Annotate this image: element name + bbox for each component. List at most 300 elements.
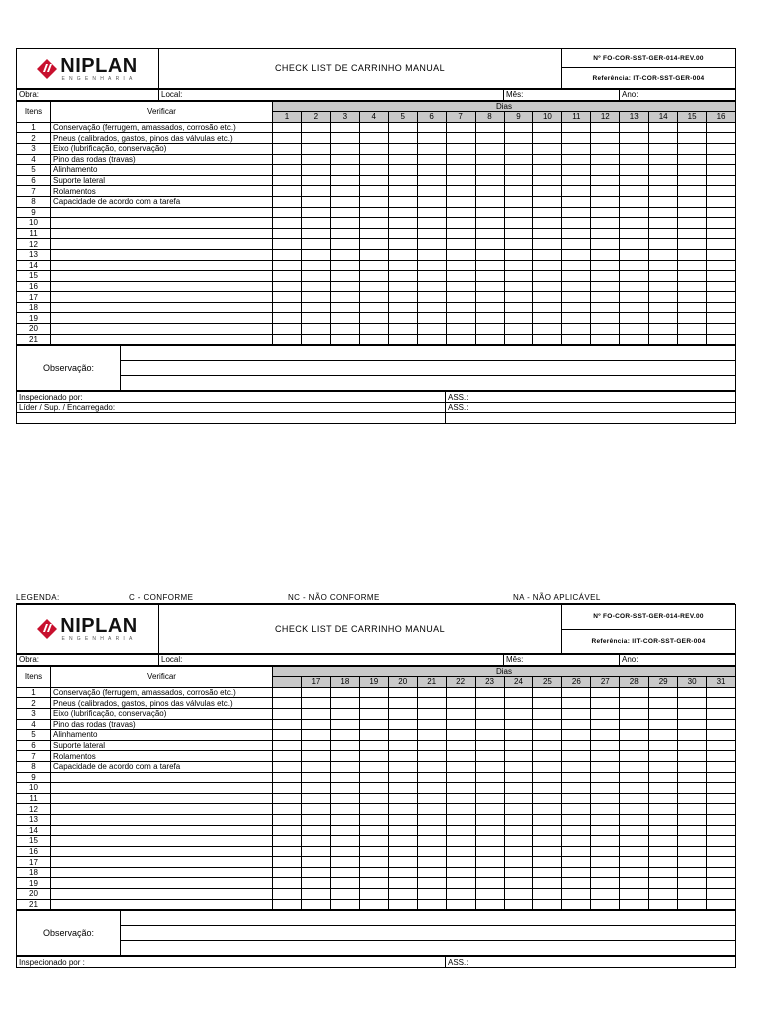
check-cell[interactable]: [301, 857, 330, 868]
check-cell[interactable]: [591, 804, 620, 815]
check-cell[interactable]: [707, 793, 736, 804]
check-cell[interactable]: [330, 730, 359, 741]
check-cell[interactable]: [620, 867, 649, 878]
check-cell[interactable]: [475, 271, 504, 282]
check-cell[interactable]: [620, 249, 649, 260]
check-cell[interactable]: [388, 324, 417, 335]
check-cell[interactable]: [417, 165, 446, 176]
check-cell[interactable]: [475, 740, 504, 751]
check-cell[interactable]: [591, 761, 620, 772]
check-cell[interactable]: [417, 772, 446, 783]
check-cell[interactable]: [330, 804, 359, 815]
check-cell[interactable]: [649, 857, 678, 868]
check-cell[interactable]: [591, 313, 620, 324]
check-cell[interactable]: [591, 196, 620, 207]
check-cell[interactable]: [707, 846, 736, 857]
check-cell[interactable]: [359, 249, 388, 260]
check-cell[interactable]: [273, 334, 302, 345]
check-cell[interactable]: [359, 899, 388, 910]
check-cell[interactable]: [475, 719, 504, 730]
check-cell[interactable]: [533, 772, 562, 783]
check-cell[interactable]: [620, 772, 649, 783]
check-cell[interactable]: [330, 783, 359, 794]
check-cell[interactable]: [707, 324, 736, 335]
check-cell[interactable]: [446, 186, 475, 197]
check-cell[interactable]: [359, 825, 388, 836]
check-cell[interactable]: [620, 334, 649, 345]
check-cell[interactable]: [649, 292, 678, 303]
check-cell[interactable]: [562, 260, 591, 271]
check-cell[interactable]: [388, 740, 417, 751]
check-cell[interactable]: [707, 899, 736, 910]
check-cell[interactable]: [533, 751, 562, 762]
observation-line[interactable]: [121, 911, 736, 926]
check-cell[interactable]: [562, 313, 591, 324]
check-cell[interactable]: [388, 878, 417, 889]
check-cell[interactable]: [620, 719, 649, 730]
check-cell[interactable]: [678, 825, 707, 836]
check-cell[interactable]: [330, 740, 359, 751]
check-cell[interactable]: [273, 165, 302, 176]
check-cell[interactable]: [388, 719, 417, 730]
check-cell[interactable]: [359, 793, 388, 804]
check-cell[interactable]: [417, 846, 446, 857]
check-cell[interactable]: [591, 218, 620, 229]
check-cell[interactable]: [562, 889, 591, 900]
check-cell[interactable]: [475, 708, 504, 719]
check-cell[interactable]: [678, 772, 707, 783]
check-cell[interactable]: [504, 719, 533, 730]
check-cell[interactable]: [562, 761, 591, 772]
check-cell[interactable]: [620, 165, 649, 176]
check-cell[interactable]: [678, 165, 707, 176]
check-cell[interactable]: [562, 186, 591, 197]
check-cell[interactable]: [533, 846, 562, 857]
check-cell[interactable]: [417, 708, 446, 719]
check-cell[interactable]: [562, 740, 591, 751]
check-cell[interactable]: [273, 783, 302, 794]
check-cell[interactable]: [504, 878, 533, 889]
check-cell[interactable]: [446, 218, 475, 229]
check-cell[interactable]: [591, 122, 620, 133]
check-cell[interactable]: [678, 196, 707, 207]
check-cell[interactable]: [678, 719, 707, 730]
check-cell[interactable]: [678, 334, 707, 345]
check-cell[interactable]: [330, 324, 359, 335]
check-cell[interactable]: [273, 889, 302, 900]
signature-field[interactable]: ASS.:: [446, 957, 736, 968]
check-cell[interactable]: [330, 825, 359, 836]
check-cell[interactable]: [707, 271, 736, 282]
check-cell[interactable]: [562, 878, 591, 889]
check-cell[interactable]: [649, 196, 678, 207]
check-cell[interactable]: [359, 836, 388, 847]
check-cell[interactable]: [475, 133, 504, 144]
check-cell[interactable]: [301, 228, 330, 239]
check-cell[interactable]: [388, 846, 417, 857]
check-cell[interactable]: [273, 324, 302, 335]
check-cell[interactable]: [707, 825, 736, 836]
check-cell[interactable]: [562, 302, 591, 313]
check-cell[interactable]: [330, 292, 359, 303]
check-cell[interactable]: [533, 260, 562, 271]
check-cell[interactable]: [475, 889, 504, 900]
check-cell[interactable]: [388, 334, 417, 345]
check-cell[interactable]: [649, 271, 678, 282]
check-cell[interactable]: [591, 249, 620, 260]
check-cell[interactable]: [562, 698, 591, 709]
check-cell[interactable]: [533, 761, 562, 772]
check-cell[interactable]: [649, 218, 678, 229]
check-cell[interactable]: [301, 836, 330, 847]
check-cell[interactable]: [707, 186, 736, 197]
check-cell[interactable]: [388, 825, 417, 836]
local-field[interactable]: Local:: [159, 90, 504, 101]
check-cell[interactable]: [620, 751, 649, 762]
check-cell[interactable]: [330, 751, 359, 762]
check-cell[interactable]: [591, 324, 620, 335]
check-cell[interactable]: [446, 133, 475, 144]
check-cell[interactable]: [562, 814, 591, 825]
check-cell[interactable]: [562, 324, 591, 335]
check-cell[interactable]: [678, 313, 707, 324]
check-cell[interactable]: [301, 783, 330, 794]
check-cell[interactable]: [301, 196, 330, 207]
check-cell[interactable]: [649, 740, 678, 751]
check-cell[interactable]: [678, 730, 707, 741]
check-cell[interactable]: [707, 334, 736, 345]
check-cell[interactable]: [649, 687, 678, 698]
check-cell[interactable]: [301, 698, 330, 709]
check-cell[interactable]: [301, 804, 330, 815]
check-cell[interactable]: [533, 218, 562, 229]
check-cell[interactable]: [504, 857, 533, 868]
check-cell[interactable]: [533, 783, 562, 794]
check-cell[interactable]: [273, 313, 302, 324]
check-cell[interactable]: [678, 846, 707, 857]
check-cell[interactable]: [330, 302, 359, 313]
check-cell[interactable]: [388, 857, 417, 868]
check-cell[interactable]: [620, 218, 649, 229]
check-cell[interactable]: [359, 175, 388, 186]
check-cell[interactable]: [649, 814, 678, 825]
check-cell[interactable]: [388, 207, 417, 218]
check-cell[interactable]: [330, 196, 359, 207]
check-cell[interactable]: [591, 228, 620, 239]
check-cell[interactable]: [649, 249, 678, 260]
check-cell[interactable]: [417, 260, 446, 271]
check-cell[interactable]: [475, 846, 504, 857]
check-cell[interactable]: [562, 825, 591, 836]
check-cell[interactable]: [330, 186, 359, 197]
check-cell[interactable]: [591, 899, 620, 910]
check-cell[interactable]: [301, 218, 330, 229]
check-cell[interactable]: [446, 154, 475, 165]
check-cell[interactable]: [562, 772, 591, 783]
check-cell[interactable]: [273, 857, 302, 868]
check-cell[interactable]: [504, 292, 533, 303]
check-cell[interactable]: [649, 846, 678, 857]
check-cell[interactable]: [301, 825, 330, 836]
check-cell[interactable]: [359, 165, 388, 176]
check-cell[interactable]: [417, 228, 446, 239]
check-cell[interactable]: [533, 292, 562, 303]
check-cell[interactable]: [620, 708, 649, 719]
check-cell[interactable]: [388, 302, 417, 313]
check-cell[interactable]: [707, 302, 736, 313]
check-cell[interactable]: [504, 281, 533, 292]
check-cell[interactable]: [649, 334, 678, 345]
check-cell[interactable]: [475, 207, 504, 218]
check-cell[interactable]: [388, 730, 417, 741]
check-cell[interactable]: [678, 783, 707, 794]
check-cell[interactable]: [330, 761, 359, 772]
check-cell[interactable]: [475, 804, 504, 815]
check-cell[interactable]: [359, 143, 388, 154]
check-cell[interactable]: [388, 292, 417, 303]
check-cell[interactable]: [330, 133, 359, 144]
check-cell[interactable]: [446, 867, 475, 878]
check-cell[interactable]: [504, 154, 533, 165]
check-cell[interactable]: [359, 867, 388, 878]
check-cell[interactable]: [388, 196, 417, 207]
check-cell[interactable]: [562, 249, 591, 260]
check-cell[interactable]: [707, 783, 736, 794]
check-cell[interactable]: [359, 857, 388, 868]
check-cell[interactable]: [417, 186, 446, 197]
check-cell[interactable]: [273, 154, 302, 165]
check-cell[interactable]: [273, 793, 302, 804]
check-cell[interactable]: [707, 698, 736, 709]
check-cell[interactable]: [475, 698, 504, 709]
check-cell[interactable]: [707, 772, 736, 783]
check-cell[interactable]: [678, 793, 707, 804]
check-cell[interactable]: [707, 260, 736, 271]
check-cell[interactable]: [620, 292, 649, 303]
check-cell[interactable]: [591, 334, 620, 345]
signature-field[interactable]: ASS.:: [446, 392, 736, 403]
check-cell[interactable]: [330, 846, 359, 857]
check-cell[interactable]: [273, 207, 302, 218]
check-cell[interactable]: [504, 143, 533, 154]
check-cell[interactable]: [273, 825, 302, 836]
check-cell[interactable]: [359, 313, 388, 324]
check-cell[interactable]: [707, 878, 736, 889]
check-cell[interactable]: [707, 836, 736, 847]
check-cell[interactable]: [359, 804, 388, 815]
check-cell[interactable]: [417, 334, 446, 345]
check-cell[interactable]: [388, 761, 417, 772]
check-cell[interactable]: [273, 133, 302, 144]
check-cell[interactable]: [388, 239, 417, 250]
signature-field[interactable]: ASS.:: [446, 402, 736, 413]
check-cell[interactable]: [504, 207, 533, 218]
check-cell[interactable]: [707, 122, 736, 133]
check-cell[interactable]: [707, 719, 736, 730]
check-cell[interactable]: [504, 761, 533, 772]
check-cell[interactable]: [649, 313, 678, 324]
check-cell[interactable]: [620, 804, 649, 815]
check-cell[interactable]: [649, 772, 678, 783]
check-cell[interactable]: [446, 207, 475, 218]
check-cell[interactable]: [301, 793, 330, 804]
check-cell[interactable]: [417, 825, 446, 836]
check-cell[interactable]: [504, 740, 533, 751]
check-cell[interactable]: [446, 878, 475, 889]
check-cell[interactable]: [301, 334, 330, 345]
check-cell[interactable]: [562, 271, 591, 282]
check-cell[interactable]: [620, 846, 649, 857]
check-cell[interactable]: [591, 175, 620, 186]
check-cell[interactable]: [620, 260, 649, 271]
check-cell[interactable]: [591, 271, 620, 282]
check-cell[interactable]: [446, 698, 475, 709]
check-cell[interactable]: [273, 292, 302, 303]
check-cell[interactable]: [417, 122, 446, 133]
check-cell[interactable]: [591, 239, 620, 250]
check-cell[interactable]: [301, 239, 330, 250]
check-cell[interactable]: [649, 207, 678, 218]
check-cell[interactable]: [475, 334, 504, 345]
check-cell[interactable]: [446, 324, 475, 335]
check-cell[interactable]: [591, 783, 620, 794]
observation-line[interactable]: [121, 926, 736, 941]
check-cell[interactable]: [359, 740, 388, 751]
check-cell[interactable]: [562, 899, 591, 910]
check-cell[interactable]: [504, 165, 533, 176]
check-cell[interactable]: [475, 899, 504, 910]
check-cell[interactable]: [273, 719, 302, 730]
check-cell[interactable]: [620, 878, 649, 889]
check-cell[interactable]: [533, 143, 562, 154]
check-cell[interactable]: [273, 281, 302, 292]
check-cell[interactable]: [620, 239, 649, 250]
check-cell[interactable]: [533, 889, 562, 900]
check-cell[interactable]: [533, 878, 562, 889]
check-cell[interactable]: [359, 708, 388, 719]
check-cell[interactable]: [475, 302, 504, 313]
check-cell[interactable]: [620, 186, 649, 197]
check-cell[interactable]: [446, 239, 475, 250]
check-cell[interactable]: [707, 196, 736, 207]
check-cell[interactable]: [707, 133, 736, 144]
check-cell[interactable]: [707, 687, 736, 698]
check-cell[interactable]: [359, 196, 388, 207]
check-cell[interactable]: [649, 878, 678, 889]
check-cell[interactable]: [359, 154, 388, 165]
check-cell[interactable]: [591, 281, 620, 292]
check-cell[interactable]: [562, 281, 591, 292]
check-cell[interactable]: [359, 761, 388, 772]
check-cell[interactable]: [359, 730, 388, 741]
ano-field[interactable]: Ano:: [620, 655, 736, 666]
check-cell[interactable]: [330, 154, 359, 165]
check-cell[interactable]: [388, 751, 417, 762]
check-cell[interactable]: [301, 814, 330, 825]
check-cell[interactable]: [591, 836, 620, 847]
check-cell[interactable]: [591, 154, 620, 165]
check-cell[interactable]: [649, 154, 678, 165]
check-cell[interactable]: [273, 878, 302, 889]
check-cell[interactable]: [649, 281, 678, 292]
check-cell[interactable]: [475, 165, 504, 176]
check-cell[interactable]: [678, 740, 707, 751]
check-cell[interactable]: [678, 143, 707, 154]
check-cell[interactable]: [591, 143, 620, 154]
check-cell[interactable]: [504, 825, 533, 836]
ano-field[interactable]: Ano:: [620, 90, 736, 101]
check-cell[interactable]: [330, 708, 359, 719]
check-cell[interactable]: [562, 846, 591, 857]
check-cell[interactable]: [591, 814, 620, 825]
check-cell[interactable]: [620, 793, 649, 804]
check-cell[interactable]: [273, 708, 302, 719]
check-cell[interactable]: [301, 271, 330, 282]
check-cell[interactable]: [620, 730, 649, 741]
check-cell[interactable]: [475, 143, 504, 154]
local-field[interactable]: Local:: [159, 655, 504, 666]
check-cell[interactable]: [330, 889, 359, 900]
check-cell[interactable]: [649, 751, 678, 762]
check-cell[interactable]: [330, 814, 359, 825]
check-cell[interactable]: [504, 175, 533, 186]
check-cell[interactable]: [678, 324, 707, 335]
check-cell[interactable]: [475, 772, 504, 783]
check-cell[interactable]: [707, 804, 736, 815]
check-cell[interactable]: [533, 281, 562, 292]
check-cell[interactable]: [446, 772, 475, 783]
check-cell[interactable]: [417, 889, 446, 900]
check-cell[interactable]: [301, 260, 330, 271]
check-cell[interactable]: [359, 207, 388, 218]
check-cell[interactable]: [707, 761, 736, 772]
observation-line[interactable]: [121, 376, 736, 391]
check-cell[interactable]: [301, 740, 330, 751]
check-cell[interactable]: [562, 857, 591, 868]
check-cell[interactable]: [678, 708, 707, 719]
check-cell[interactable]: [388, 154, 417, 165]
check-cell[interactable]: [446, 783, 475, 794]
check-cell[interactable]: [475, 783, 504, 794]
check-cell[interactable]: [273, 271, 302, 282]
check-cell[interactable]: [475, 186, 504, 197]
check-cell[interactable]: [273, 772, 302, 783]
check-cell[interactable]: [533, 857, 562, 868]
check-cell[interactable]: [649, 260, 678, 271]
check-cell[interactable]: [301, 867, 330, 878]
check-cell[interactable]: [504, 751, 533, 762]
check-cell[interactable]: [475, 239, 504, 250]
check-cell[interactable]: [301, 292, 330, 303]
check-cell[interactable]: [417, 867, 446, 878]
check-cell[interactable]: [301, 846, 330, 857]
check-cell[interactable]: [330, 836, 359, 847]
check-cell[interactable]: [649, 899, 678, 910]
check-cell[interactable]: [417, 324, 446, 335]
check-cell[interactable]: [359, 260, 388, 271]
check-cell[interactable]: [562, 292, 591, 303]
check-cell[interactable]: [620, 814, 649, 825]
check-cell[interactable]: [678, 218, 707, 229]
check-cell[interactable]: [562, 196, 591, 207]
check-cell[interactable]: [359, 122, 388, 133]
check-cell[interactable]: [273, 249, 302, 260]
check-cell[interactable]: [330, 207, 359, 218]
check-cell[interactable]: [417, 218, 446, 229]
check-cell[interactable]: [388, 281, 417, 292]
check-cell[interactable]: [359, 687, 388, 698]
check-cell[interactable]: [707, 889, 736, 900]
